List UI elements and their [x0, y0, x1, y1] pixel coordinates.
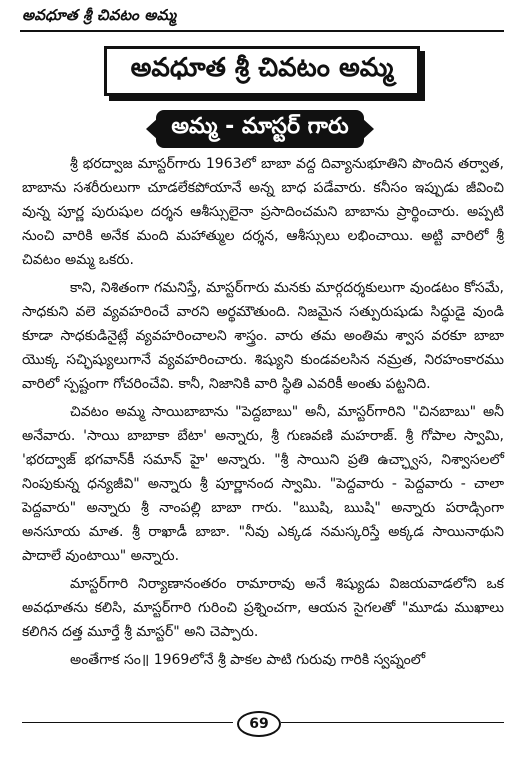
- paragraph: శ్రీ భరద్వాజ మాస్టర్‌గారు 1963లో బాబా వద్ద దివ్యానుభూతిని పొందిన తర్వాత, బాబాను సశరీరులుగా చూడలేకపోయానే అన్న బాధ పడేవారు. కనీసం ఇప్పుడు జీవించి వున్న పూర్ణ పురుషుల దర్శన ఆశీస్సులైనా ప్రసాదించమని బాబాను ప్రార్థించారు. అప్పటి నుంచి వారికి అనేక మంది మహాత్ముల దర్శన, ఆశీస్సులు లభించాయి. అట్టి వారిలో శ్రీ చివటం అమ్మ ఒకరు.: [22, 156, 504, 268]
- section-title: అమ్మ - మాస్టర్ గారు: [171, 114, 349, 139]
- paragraph: చివటం అమ్మ సాయిబాబాను "పెద్దబాబు" అనీ, మాస్టర్‌గారిని "చినబాబు" అనీ అనేవారు. 'సాయి బాబాకా బేటా' అన్నారు, శ్రీ గుణవణి మహరాజ్. శ్రీ గోపాల స్వామి, 'భరద్వాజ్ భగవాన్‌కీ సమాన్ హై' అన్నారు. "శ్రీ సాయిని ప్రతి ఉచ్ఛ్వాస, నిశ్వాసలలో నింపుకున్న ధన్యజీవి" అన్నారు శ్రీ పూర్ణానంద స్వామి. "పెద్దవారు - పెద్దవారు - చాలా పెద్దవారు" అన్నారు శ్రీ నాంపల్లి బాబా గారు. "ఋషి, ఋషి" అన్నారు పరాడ్సింగా అనసూయ మాత. శ్రీ రాఖాడీ బాబా. "నీవు ఎక్కడ నమస్కరిస్తే అక్కడ సాయినాథుని పాదాలే వుంటాయి" అన్నారు.: [22, 404, 504, 564]
- chapter-title-box: [104, 46, 420, 96]
- running-header: అవధూత శ్రీ చివటం అమ్మ: [22, 6, 177, 24]
- page-number: 69: [237, 711, 281, 737]
- header-divider: [20, 30, 504, 32]
- chapter-title: అవధూత శ్రీ చివటం అమ్మ: [130, 53, 394, 83]
- paragraph: కాని, నిశితంగా గమనిస్తే, మాస్టర్‌గారు మనకు మార్గదర్శకులుగా వుండటం కోసమే, సాధకుని వలె వ్యవహరించే వారని అర్థమౌతుంది. నిజమైన సత్పురుషుడు సిద్ధుడై వుండి కూడా సాధకుడినైట్లే వ్యవహరించాలని శాస్త్రం. వారు తమ అంతిమ శ్వాస వరకూ బాబా యొక్క సచ్ఛిష్యులుగానే వ్యవహరించారు. శిష్యుని కుండవలసిన నమ్రత, నిరహంకారము వారిలో స్పష్టంగా గోచరించేవి. కానీ, నిజానికి వారి స్థితి ఎవరికీ అంతు పట్టనిది.: [22, 280, 504, 392]
- paragraph: అంతేగాక సం॥ 1969లోనే శ్రీ పాకల పాటి గురువు గారికి స్వప్నంలో: [70, 652, 426, 668]
- section-banner: [156, 110, 364, 148]
- paragraph: మాస్టర్‌గారి నిర్యాణానంతరం రామారావు అనే శిష్యుడు విజయవాడలోని ఒక అవధూతను కలిసి, మాస్టర్‌గారి గురించి ప్రశ్నించగా, ఆయన సైగలతో "మూడు ముఖాలు కలిగిన దత్త మూర్తే శ్రీ మాస్టర్" అని చెప్పారు.: [22, 576, 504, 640]
- body-text: [22, 152, 504, 672]
